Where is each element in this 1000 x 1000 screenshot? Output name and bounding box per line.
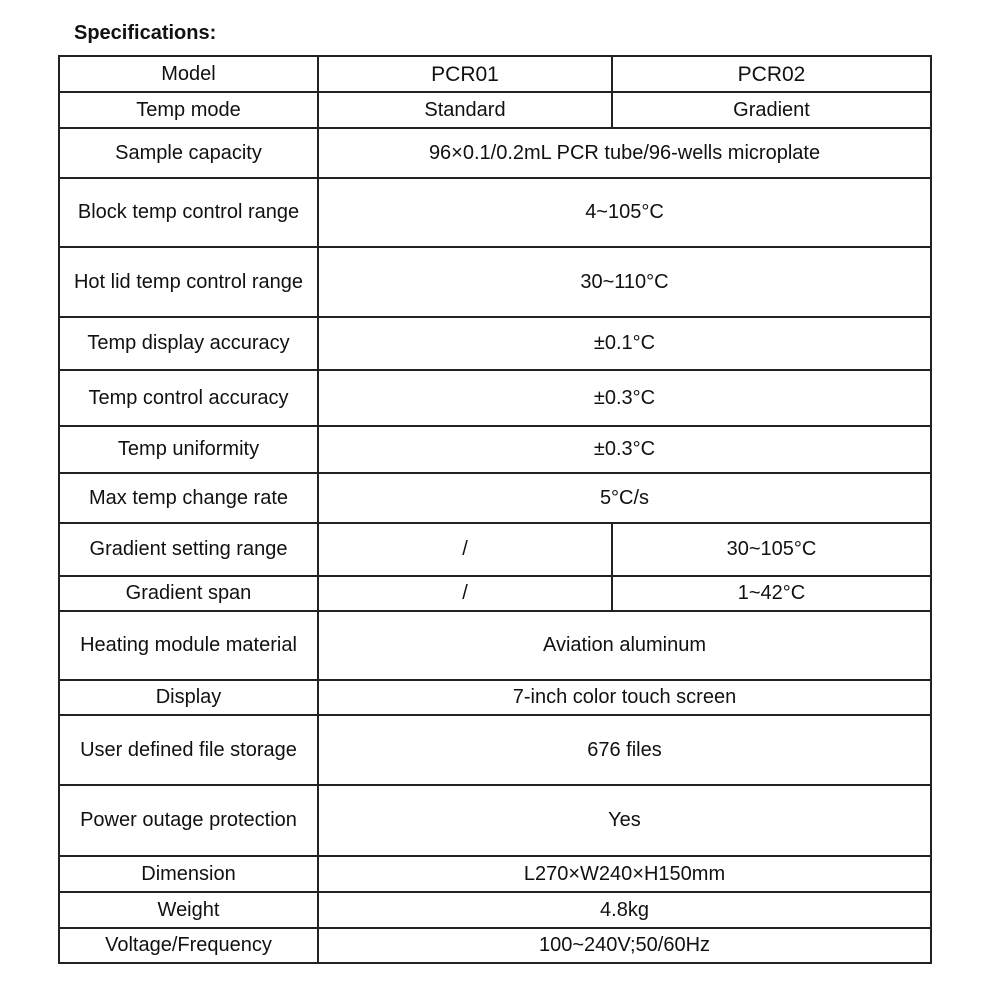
row-value: 4.8kg — [318, 892, 931, 928]
table-row — [59, 785, 931, 856]
row-value-pcr01: / — [318, 576, 612, 611]
row-label: Temp uniformity — [59, 426, 318, 473]
row-label: Power outage protection — [59, 785, 318, 856]
row-value: 676 files — [318, 715, 931, 785]
row-label: Voltage/Frequency — [59, 928, 318, 963]
table-row — [59, 317, 931, 370]
row-value: Yes — [318, 785, 931, 856]
row-value-pcr02: 1~42°C — [612, 576, 931, 611]
table-row — [59, 928, 931, 963]
row-value: 5°C/s — [318, 473, 931, 523]
model-pcr02-cell: PCR02 — [612, 56, 931, 92]
row-value-pcr01: Standard — [318, 92, 612, 128]
row-label: Gradient setting range — [59, 523, 318, 576]
specifications-table — [58, 55, 932, 964]
table-row — [59, 128, 931, 178]
table-row — [59, 92, 931, 128]
row-value: L270×W240×H150mm — [318, 856, 931, 892]
table-row — [59, 611, 931, 680]
row-label: Temp display accuracy — [59, 317, 318, 370]
row-value: 96×0.1/0.2mL PCR tube/96-wells microplate — [318, 128, 931, 178]
model-label-cell: Model — [59, 56, 318, 92]
table-row — [59, 178, 931, 247]
row-label: Gradient span — [59, 576, 318, 611]
row-label: Dimension — [59, 856, 318, 892]
table-row — [59, 576, 931, 611]
table-row — [59, 247, 931, 317]
table-row — [59, 856, 931, 892]
row-value: 30~110°C — [318, 247, 931, 317]
row-value-pcr02: Gradient — [612, 92, 931, 128]
row-label: User defined file storage — [59, 715, 318, 785]
row-value: Aviation aluminum — [318, 611, 931, 680]
row-label: Display — [59, 680, 318, 715]
table-row — [59, 680, 931, 715]
table-header-row — [59, 56, 931, 92]
table-row — [59, 473, 931, 523]
row-value: ±0.1°C — [318, 317, 931, 370]
table-row — [59, 892, 931, 928]
row-label: Weight — [59, 892, 318, 928]
row-label: Sample capacity — [59, 128, 318, 178]
table-row — [59, 426, 931, 473]
row-label: Max temp change rate — [59, 473, 318, 523]
row-value: ±0.3°C — [318, 426, 931, 473]
row-value-pcr01: / — [318, 523, 612, 576]
row-label: Heating module material — [59, 611, 318, 680]
row-value: 4~105°C — [318, 178, 931, 247]
row-value: 7-inch color touch screen — [318, 680, 931, 715]
row-value-pcr02: 30~105°C — [612, 523, 931, 576]
row-label: Block temp control range — [59, 178, 318, 247]
table-row — [59, 523, 931, 576]
row-label: Temp control accuracy — [59, 370, 318, 426]
table-row — [59, 370, 931, 426]
model-pcr01-cell: PCR01 — [318, 56, 612, 92]
specifications-heading: Specifications: — [74, 22, 217, 44]
row-label: Hot lid temp control range — [59, 247, 318, 317]
row-value: ±0.3°C — [318, 370, 931, 426]
row-label: Temp mode — [59, 92, 318, 128]
row-value: 100~240V;50/60Hz — [318, 928, 931, 963]
table-row — [59, 715, 931, 785]
